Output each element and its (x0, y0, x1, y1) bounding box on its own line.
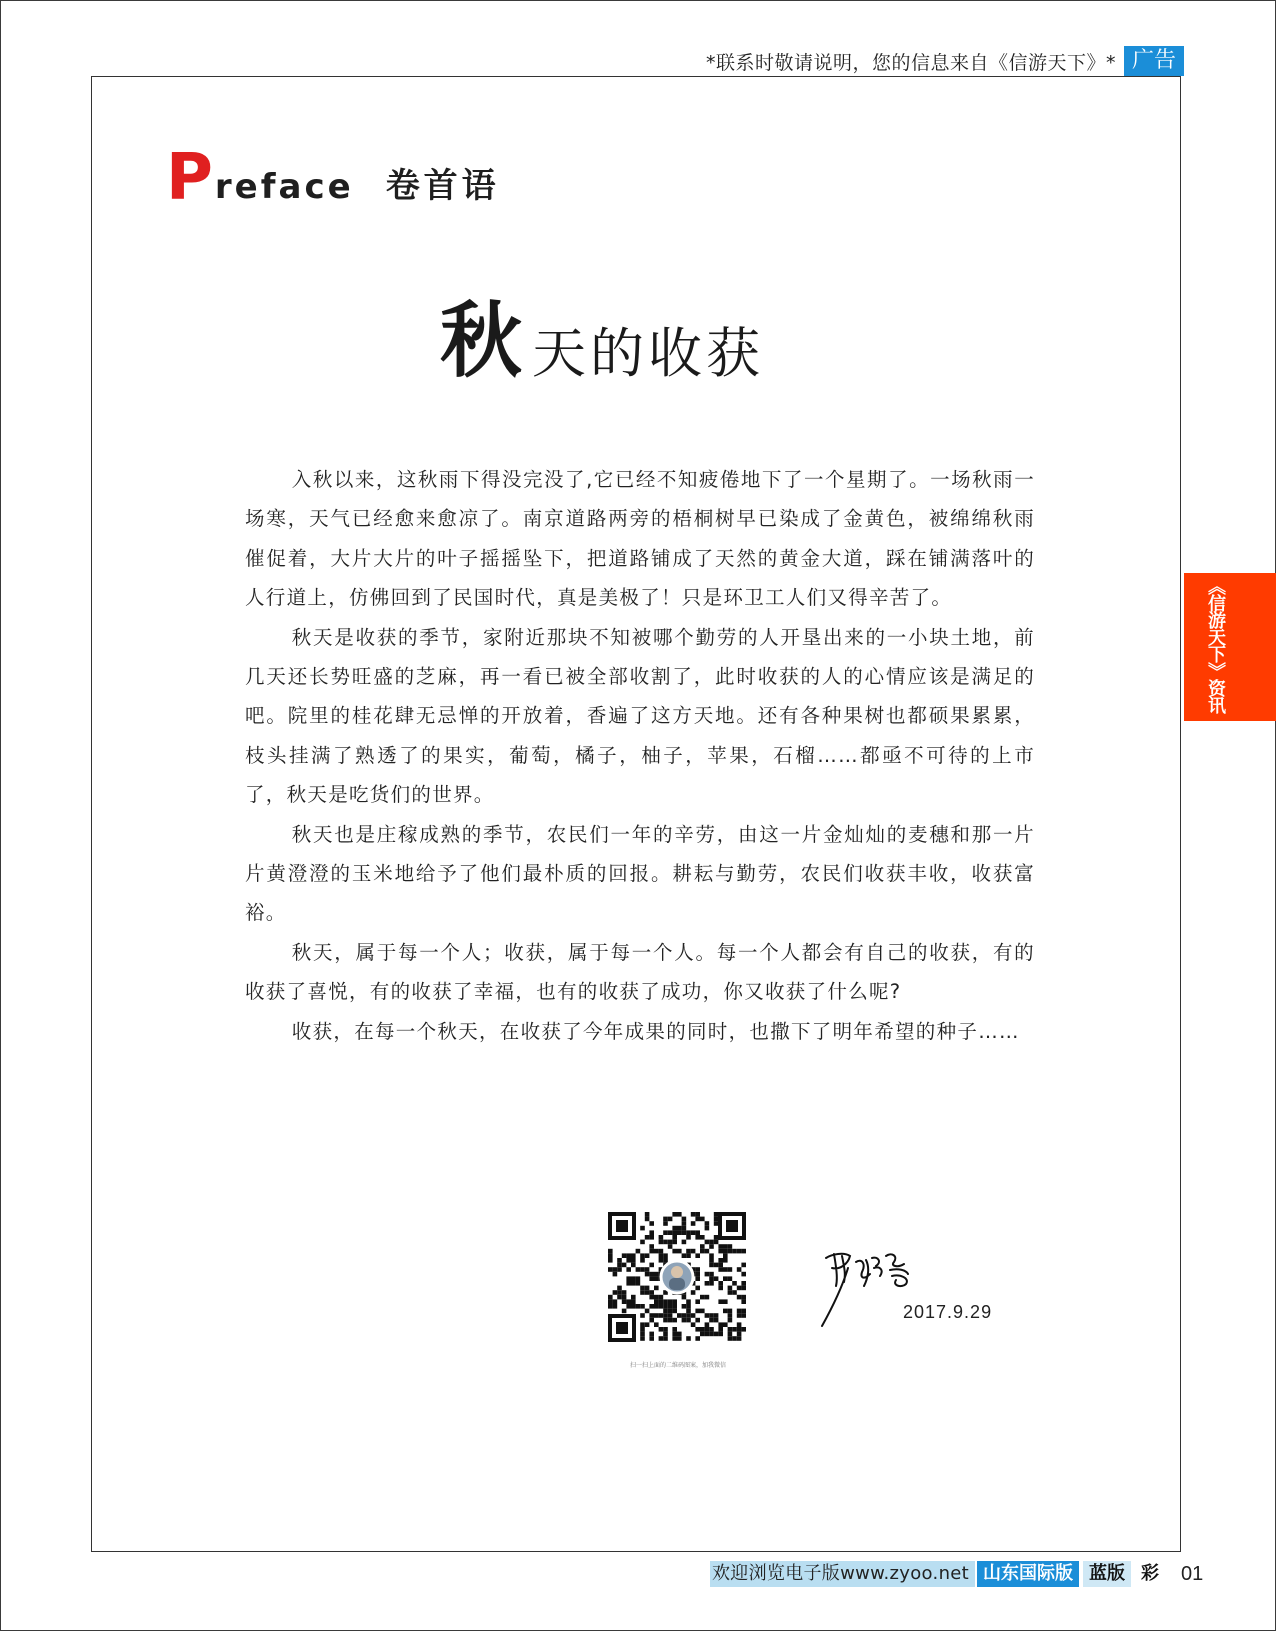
preface-rest: reface (214, 167, 354, 207)
preface-chinese: 卷首语 (385, 166, 500, 206)
paragraph: 秋天是收获的季节，家附近那块不知被哪个勤劳的人开垦出来的一小块土地，前几天还长势旺盛的芝麻，再一看已被全部收割了，此时收获的人的心情应该是满足的吧。院里的桂花肆无忌惮的开放着，香遍了这方天地。还有各种果树也都硕果累累，枝头挂满了熟透了的果实，葡萄，橘子，柚子，苹果，石榴……都亟不可待的上市了，秋天是吃货们的世界。 (245, 625, 1035, 807)
qr-caption: 扫一扫上面的二维码图案，加我微信 (629, 1362, 726, 1369)
article-body (245, 460, 1035, 1051)
footer-website[interactable]: 欢迎浏览电子版www.zyoo.net (710, 1561, 975, 1587)
page-number: 01 (1181, 1563, 1204, 1585)
paragraph: 秋天也是庄稼成熟的季节，农民们一年的辛劳，由这一片金灿灿的麦穗和那一片片黄澄澄的玉米地给予了他们最朴质的回报。耕耘与勤劳，农民们收获丰收，收获富裕。 (245, 822, 1035, 925)
side-tab (1184, 573, 1276, 721)
footer-color-label: 彩 (1141, 1563, 1160, 1584)
footer-region: 山东国际版 (977, 1561, 1079, 1587)
paragraph: 入秋以来，这秋雨下得没完没了,它已经不知疲倦地下了一个星期了。一场秋雨一场寒，天气已经愈来愈凉了。南京道路两旁的梧桐树早已染成了金黄色，被绵绵秋雨催促着，大片大片的叶子摇摇坠下，把道路铺成了天然的黄金大道，踩在铺满落叶的人行道上，仿佛回到了民国时代，真是美极了！只是环卫工人们又得辛苦了。 (245, 468, 1035, 610)
title-first-char: 秋 (440, 294, 523, 389)
preface-heading (166, 141, 500, 215)
preface-initial: P (166, 141, 213, 215)
paragraph: 秋天，属于每一个人；收获，属于每一个人。每一个人都会有自己的收获，有的收获了喜悦，有的收获了幸福，也有的收获了成功，你又收获了什么呢? (245, 940, 1035, 1004)
footer-edition: 蓝版 (1083, 1561, 1131, 1587)
footer-bar (710, 1561, 1203, 1587)
header-notice: *联系时敬请说明，您的信息来自《信游天下》* (705, 52, 1116, 74)
ad-badge: 广告 (1124, 46, 1184, 76)
wechat-qr-code (608, 1212, 746, 1342)
paragraph: 收获，在每一个秋天，在收获了今年成果的同时，也撒下了明年希望的种子…… (291, 1019, 1020, 1043)
title-rest: 天的收获 (532, 322, 765, 385)
side-tab-label: 《信游天下》资讯 (1205, 577, 1226, 713)
article-title (440, 294, 765, 389)
signature-date: 2017.9.29 (903, 1302, 993, 1322)
